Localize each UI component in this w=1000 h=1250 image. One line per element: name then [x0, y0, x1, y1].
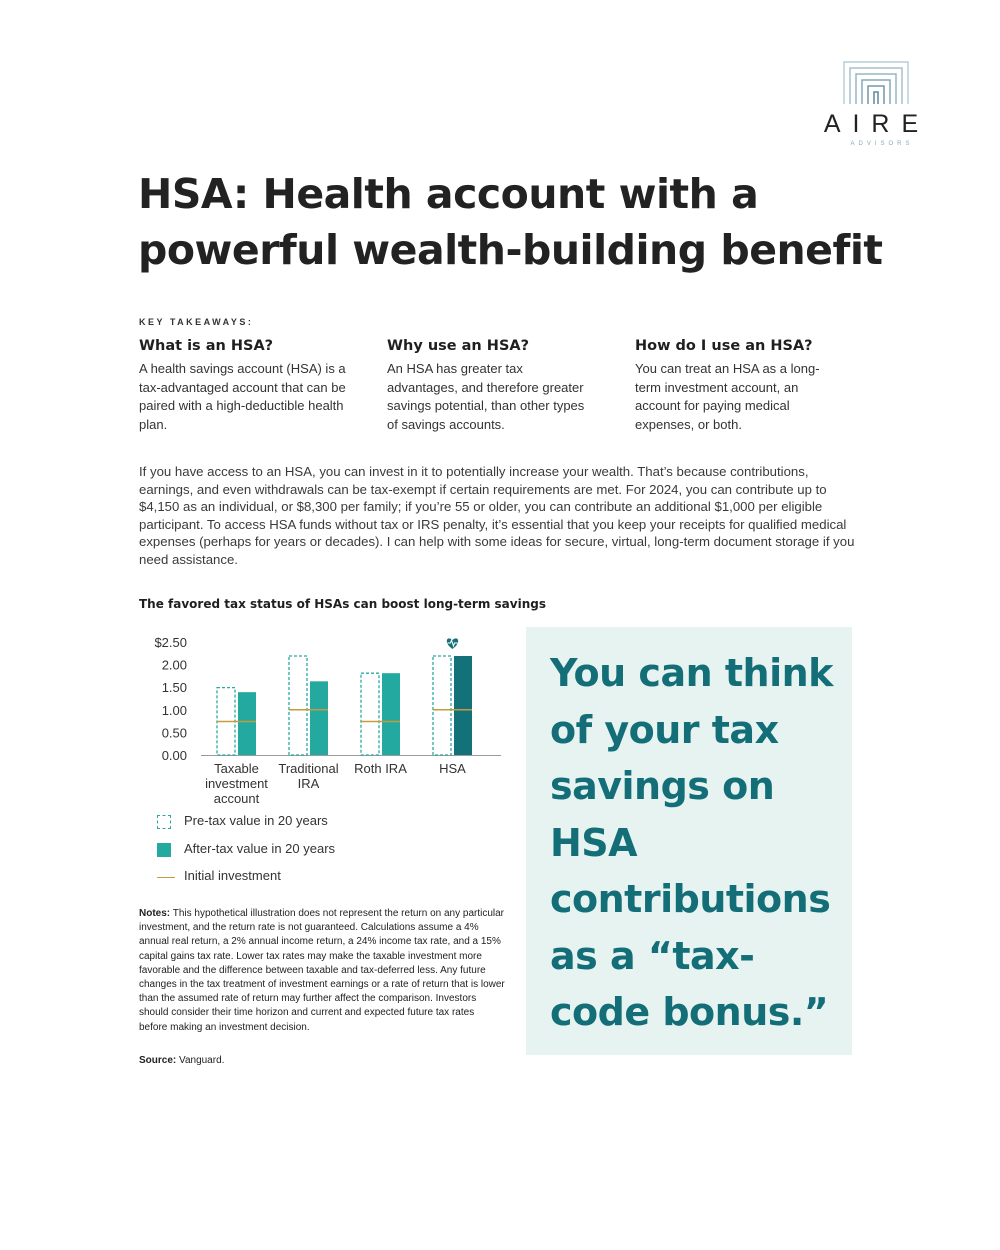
y-tick-label: 2.00	[161, 657, 187, 673]
logo-mark-icon	[842, 60, 912, 106]
chart-source	[139, 1055, 224, 1066]
takeaway-heading: Why use an HSA?	[387, 338, 530, 354]
x-category-label: investment	[205, 776, 268, 791]
x-category-label: IRA	[297, 776, 320, 791]
logo-wordmark: AIRE	[823, 110, 931, 138]
y-tick-label: $2.50	[154, 635, 187, 650]
y-tick-label: 1.00	[161, 702, 187, 718]
intro-paragraph: If you have access to an HSA, you can invest in it to potentially increase your wealth. That’s because contributions, earnings, and even withdrawals can be tax-exempt if certain requirements are met. For 2024, you can contribute up to $4,150 as an individual, or $8,300 per family; if you’re 55 or older, you can contribute an additional $1,000 per eligible participant. To access HSA funds without tax or IRS penalty, it’s essential that you keep your receipts for qualified medical expenses (perhaps for years or decades). I can help with some ideas for secure, virtual, long-term document storage if you need assistance.	[139, 464, 855, 567]
legend-swatch-line	[157, 877, 175, 878]
chart-title: The favored tax status of HSAs can boost long-term savings	[139, 597, 546, 611]
savings-bar-chart	[139, 626, 509, 808]
takeaway-text: An HSA has greater tax advantages, and therefore greater savings potential, than other types of savings accounts.	[387, 361, 585, 432]
logo-subtitle: ADVISORS	[850, 141, 914, 147]
pull-quote: You can think of your tax savings on HSA contributions as a “tax-code bonus.”	[550, 651, 833, 1034]
page-title: HSA: Health account with a powerful wealth-building benefit	[138, 170, 883, 274]
source-text: Vanguard.	[176, 1055, 225, 1066]
bar-pre-tax	[361, 673, 379, 755]
x-category-label: HSA	[439, 761, 466, 776]
source-label: Source:	[139, 1055, 177, 1066]
x-category-label: account	[213, 791, 260, 806]
legend-label: After-tax value in 20 years	[184, 841, 336, 856]
bar-after-tax	[454, 656, 472, 755]
x-category-label: Traditional	[278, 761, 339, 776]
y-tick-label: 0.00	[161, 748, 187, 763]
bar-pre-tax	[289, 656, 307, 755]
takeaway-how	[635, 338, 845, 434]
x-category-label: Roth IRA	[354, 761, 407, 776]
takeaway-heading: How do I use an HSA?	[635, 338, 813, 354]
takeaway-heading: What is an HSA?	[139, 338, 274, 354]
x-category-label: Taxable	[214, 761, 259, 776]
aire-logo	[812, 56, 942, 156]
y-tick-label: 0.50	[161, 725, 187, 741]
bar-pre-tax	[433, 656, 451, 755]
legend-label: Pre-tax value in 20 years	[184, 813, 328, 828]
key-takeaways-label: KEY TAKEAWAYS:	[139, 317, 254, 327]
takeaway-text: You can treat an HSA as a long-term investment account, an account for paying medical expenses, or both.	[635, 361, 820, 432]
legend-swatch-solid	[157, 843, 171, 857]
legend-label: Initial investment	[184, 868, 281, 883]
bar-after-tax	[382, 673, 400, 755]
notes-text: This hypothetical illustration does not represent the return on any particular investment, and the return rate is not guaranteed. Calculations assume a 4% annual real return, a 2% annual income return, a 24% income tax rate, and a 15% capital gains tax rate. Lower tax rates may make the taxable investment more favorable and the difference between taxable and tax-deferred less. Any future changes in the tax treatment of investment earnings or a rate of return that is lower than the assumed rate of return may further affect the comparison. Investors should consider their time horizon and current and expected future tax rates before making an investment decision.	[139, 908, 505, 1033]
bar-after-tax	[310, 681, 328, 755]
legend-swatch-dashed	[157, 815, 171, 829]
takeaway-text: A health savings account (HSA) is a tax-advantaged account that can be paired with a high-deductible health plan.	[139, 361, 346, 432]
chart-notes	[139, 907, 505, 1035]
notes-label: Notes:	[139, 908, 171, 919]
y-tick-label: 1.50	[161, 680, 187, 696]
takeaway-why	[387, 338, 597, 434]
takeaway-what	[139, 338, 349, 434]
bar-after-tax	[238, 692, 256, 755]
pull-quote-box	[526, 627, 852, 1055]
